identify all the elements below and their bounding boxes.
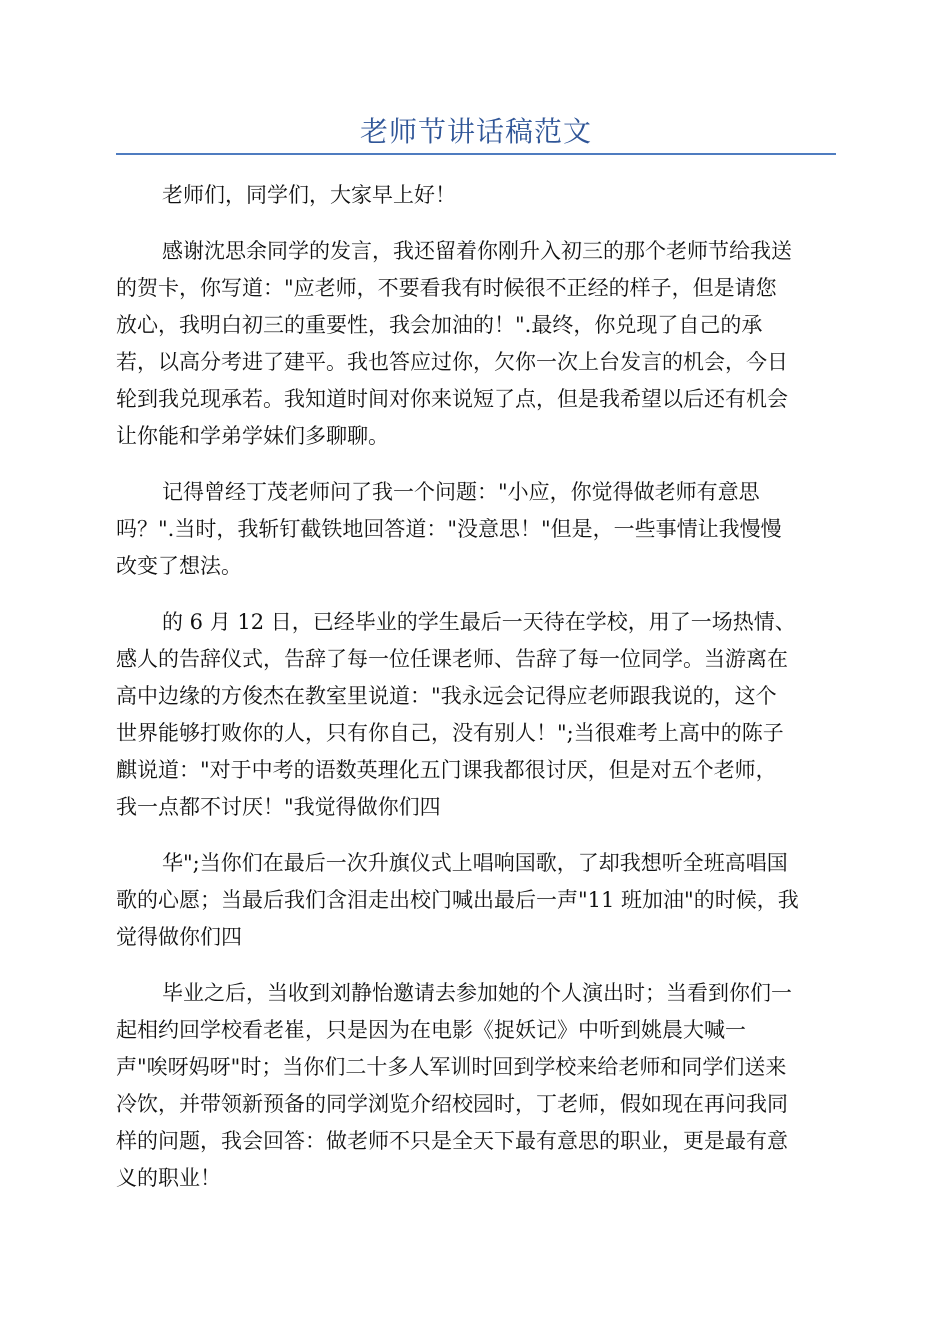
page-title: 老师节讲话稿范文 [359,115,592,148]
paragraph-line: 声"唉呀妈呀"时；当你们二十多人军训时回到学校来给老师和同学们送来 [116,1055,787,1079]
paragraph-line: 毕业之后，当收到刘静怡邀请去参加她的个人演出时；当看到你们一 [162,981,792,1005]
paragraph-anthem [116,845,836,956]
paragraph-line: 轮到我兑现承若。我知道时间对你来说短了点，但是我希望以后还有机会 [116,387,788,411]
paragraph-line: 吗？".当时，我斩钉截铁地回答道："没意思！"但是，一些事情让我慢慢 [116,517,782,541]
paragraph-line: 世界能够打败你的人，只有你自己，没有别人！";当很难考上高中的陈子 [116,721,784,745]
paragraph-line: 义的职业！ [116,1166,221,1190]
paragraph-line: 感人的告辞仪式，告辞了每一位任课老师、告辞了每一位同学。当游离在 [116,647,788,671]
paragraph-line: 的贺卡，你写道："应老师，不要看我有时候很不正经的样子，但是请您 [116,276,777,300]
paragraph-line: 让你能和学弟学妹们多聊聊。 [116,424,389,448]
paragraph-question [116,474,836,585]
paragraph-line: 高中边缘的方俊杰在教室里说道："我永远会记得应老师跟我说的，这个 [116,684,777,708]
paragraph-line: 样的问题，我会回答：做老师不只是全天下最有意思的职业，更是最有意 [116,1129,788,1153]
paragraph-line: 起相约回学校看老崔，只是因为在电影《捉妖记》中听到姚晨大喊一 [116,1018,746,1042]
paragraph-line: 若，以高分考进了建平。我也答应过你，欠你一次上台发言的机会，今日 [116,350,788,374]
paragraph-greeting [116,177,836,214]
paragraph-line: 记得曾经丁茂老师问了我一个问题："小应，你觉得做老师有意思 [162,480,760,504]
paragraph-after-graduation [116,975,836,1197]
paragraph-line: 冷饮，并带领新预备的同学浏览介绍校园时，丁老师，假如现在再问我同 [116,1092,788,1116]
paragraph-line: 放心，我明白初三的重要性，我会加油的！".最终，你兑现了自己的承 [116,313,763,337]
paragraph-line: 华";当你们在最后一次升旗仪式上唱响国歌，了却我想听全班高唱国 [162,851,788,875]
paragraph-line: 感谢沈思余同学的发言，我还留着你刚升入初三的那个老师节给我送 [162,239,792,263]
document-body [116,177,836,1216]
paragraph-graduation [116,604,836,826]
paragraph-line: 老师们，同学们，大家早上好！ [162,183,456,207]
paragraph-line: 麒说道："对于中考的语数英理化五门课我都很讨厌，但是对五个老师， [116,758,777,782]
paragraph-line: 的 6 月 12 日，已经毕业的学生最后一天待在学校，用了一场热情、 [162,610,796,634]
paragraph-line: 歌的心愿；当最后我们含泪走出校门喊出最后一声"11 班加油"的时候，我 [116,888,799,912]
paragraph-line: 我一点都不讨厌！"我觉得做你们四 [116,795,441,819]
paragraph-line: 觉得做你们四 [116,925,242,949]
title-underline [116,153,836,155]
paragraph-thanks [116,233,836,455]
paragraph-line: 改变了想法。 [116,554,242,578]
